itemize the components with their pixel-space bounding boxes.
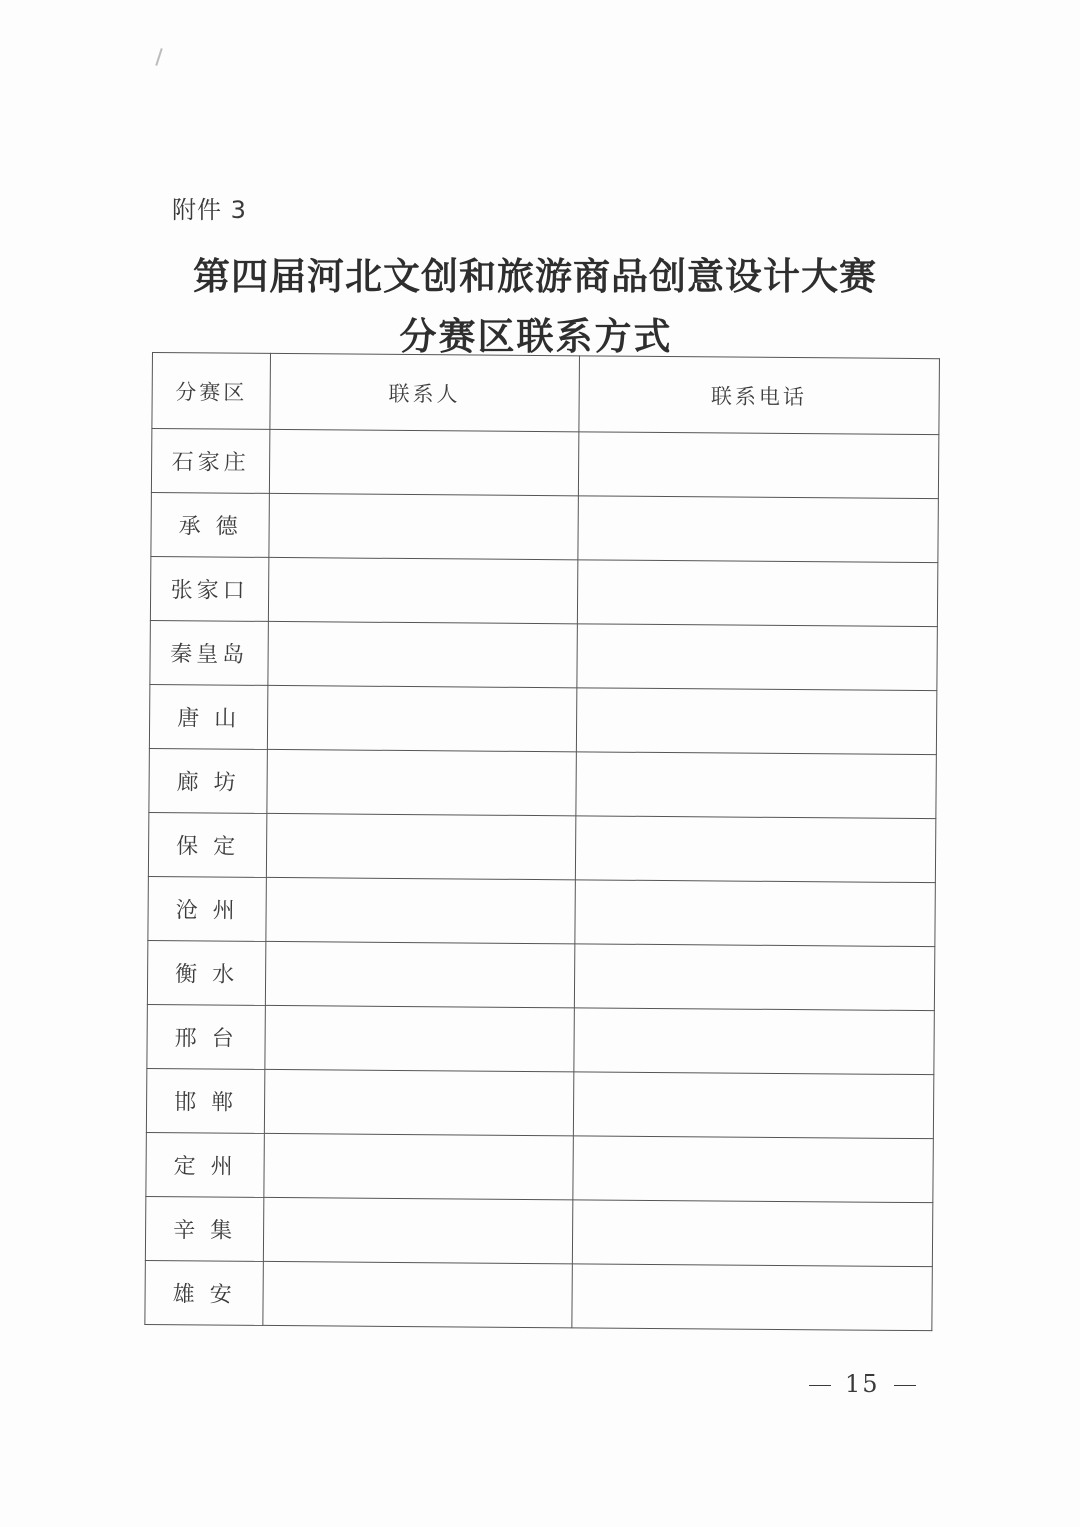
table-row xyxy=(146,1068,933,1138)
document-subtitle: 分赛区联系方式 xyxy=(399,314,673,358)
region-cell: 保 定 xyxy=(148,812,267,877)
dash-left xyxy=(809,1385,831,1386)
table-row xyxy=(148,812,935,882)
contact-phone-cell[interactable] xyxy=(573,1008,934,1075)
contact-phone-cell[interactable] xyxy=(575,752,936,819)
contact-person-cell[interactable] xyxy=(268,621,577,687)
table-row xyxy=(146,1132,933,1202)
contact-phone-cell[interactable] xyxy=(577,560,938,627)
header-contact-phone: 联系电话 xyxy=(578,356,939,435)
region-cell: 辛 集 xyxy=(145,1196,264,1261)
contact-person-cell[interactable] xyxy=(265,1069,574,1135)
contact-table xyxy=(144,352,940,1331)
contact-phone-cell[interactable] xyxy=(571,1264,932,1331)
contact-phone-cell[interactable] xyxy=(574,880,935,947)
contact-person-cell[interactable] xyxy=(264,1133,573,1199)
region-cell: 衡 水 xyxy=(147,940,266,1005)
table-row xyxy=(150,556,937,626)
table-row xyxy=(147,1004,934,1074)
region-cell: 承 德 xyxy=(151,492,270,557)
contact-phone-cell[interactable] xyxy=(575,816,936,883)
region-cell: 沧 州 xyxy=(148,876,267,941)
contact-person-cell[interactable] xyxy=(268,685,577,751)
region-cell: 张家口 xyxy=(150,556,269,621)
contact-phone-cell[interactable] xyxy=(576,688,937,755)
table-row xyxy=(148,876,935,946)
header-region: 分赛区 xyxy=(152,353,271,430)
contact-phone-cell[interactable] xyxy=(572,1136,933,1203)
contact-person-cell[interactable] xyxy=(263,1261,572,1327)
scan-mark xyxy=(155,48,162,66)
contact-person-cell[interactable] xyxy=(269,557,578,623)
region-cell: 石家庄 xyxy=(151,429,270,494)
table-row xyxy=(151,492,938,562)
contact-phone-cell[interactable] xyxy=(572,1200,933,1267)
table-row xyxy=(145,1196,932,1266)
region-cell: 雄 安 xyxy=(145,1260,264,1325)
region-cell: 邢 台 xyxy=(147,1004,266,1069)
contact-phone-cell[interactable] xyxy=(574,944,935,1011)
header-contact-person: 联系人 xyxy=(270,353,579,431)
region-cell: 定 州 xyxy=(146,1132,265,1197)
document-title: 第四届河北文创和旅游商品创意设计大赛 xyxy=(193,254,877,298)
table-row xyxy=(147,940,934,1010)
region-cell: 邯 郸 xyxy=(146,1068,265,1133)
table-row xyxy=(151,429,938,499)
region-cell: 廊 坊 xyxy=(149,748,268,813)
page-number xyxy=(795,1370,930,1398)
table-row xyxy=(149,748,936,818)
contact-person-cell[interactable] xyxy=(270,429,579,495)
dash-right xyxy=(894,1385,916,1386)
page-number-value: 15 xyxy=(845,1370,880,1398)
table-row xyxy=(149,684,936,754)
contact-person-cell[interactable] xyxy=(266,877,575,943)
contact-person-cell[interactable] xyxy=(266,941,575,1007)
contact-phone-cell[interactable] xyxy=(578,432,939,499)
contact-phone-cell[interactable] xyxy=(573,1072,934,1139)
contact-person-cell[interactable] xyxy=(264,1197,573,1263)
contact-person-cell[interactable] xyxy=(265,1005,574,1071)
contact-person-cell[interactable] xyxy=(267,749,576,815)
table-row xyxy=(150,620,937,690)
region-cell: 秦皇岛 xyxy=(150,620,269,685)
contact-person-cell[interactable] xyxy=(267,813,576,879)
contact-phone-cell[interactable] xyxy=(577,496,938,563)
table-row xyxy=(145,1260,932,1330)
contact-person-cell[interactable] xyxy=(269,493,578,559)
table-header-row xyxy=(152,353,940,435)
region-cell: 唐 山 xyxy=(149,684,268,749)
attachment-label: 附件 3 xyxy=(172,196,247,224)
contact-phone-cell[interactable] xyxy=(576,624,937,691)
